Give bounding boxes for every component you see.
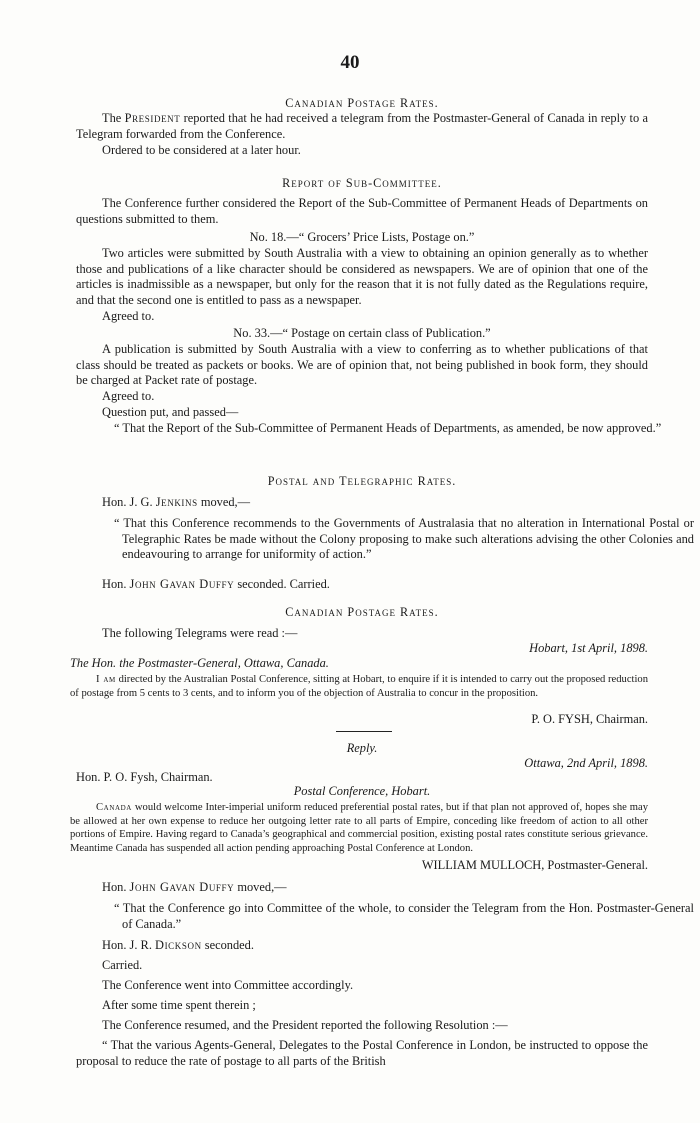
jenkins-motion: “ That this Conference recommends to the Governments of Australasia that no alteration in International Postal or Telegraphic Rates be made without the Colony proposing to make such alterations advising the other Colonies and endeavouring to arrange for uniformity of action.” — [114, 516, 694, 561]
telegram1-dateline: Hobart, 1st April, 1898. — [529, 641, 648, 655]
jenkins-moved: Hon. J. G. Jenkins moved,— — [102, 495, 251, 509]
went-into-committee: The Conference went into Committee accordingly. — [102, 978, 354, 992]
subcommittee-resolution: “ That the Report of the Sub-Committee of Permanent Heads of Departments, as amended, be now approved.” — [114, 421, 662, 435]
duffy-moved: Hon. John Gavan Duffy moved,— — [102, 880, 287, 894]
page-number: 40 — [340, 52, 360, 73]
reply-heading: Reply. — [346, 741, 378, 755]
duffy-seconded: Hon. John Gavan Duffy seconded. Carried. — [102, 577, 330, 591]
subcommittee-intro: The Conference further considered the Report of the Sub-Committee of Permanent Heads of Departments on questions submitted to them. — [76, 196, 648, 226]
telegram2-address-line2: Postal Conference, Hobart. — [293, 784, 431, 798]
telegram2-body: Canada would welcome Inter-imperial uniform reduced preferential postal rates, but if that plan not approved of, hopes she may be allowed at her own expense to reduce her outgoing letter rate to all parts of Empire, conceding like freedom of action to all other portions of Empire. Having regard to Canada’s geographical and commercial position, existing postal rates constitute serious grievance. Meantime Canada has suspended all action pending approaching Postal Conference at London. — [70, 802, 648, 854]
president-report-paragraph: The President reported that he had received a telegram from the Postmaster-General of Canada in reply to a Telegram forwarded from the Conference. — [76, 111, 648, 141]
section-heading-report-of-sub-committee: Report of Sub-Committee. — [282, 176, 442, 190]
duffy-motion: “ That the Conference go into Committee of the whole, to consider the Telegram from the Hon. Postmaster-General of Canada.” — [114, 901, 694, 931]
final-resolution: “ That the various Agents-General, Delegates to the Postal Conference in London, be instructed to oppose the proposal to reduce the rate of postage to all parts of the British — [76, 1038, 648, 1068]
item-no18-body: Two articles were submitted by South Australia with a view to obtaining an opinion generally as to whether those and publications of a like character should be considered as newspapers. We are of opinion that one of the articles is inadmissible as a newspaper, but only for the reason that it is not fully dated as the Regulations require, and that the second one is entitled to pass as a newspaper. — [76, 246, 648, 307]
item-no33-title: No. 33.—“ Postage on certain class of Publication.” — [233, 326, 491, 340]
item-no18-title: No. 18.—“ Grocers’ Price Lists, Postage on.” — [249, 230, 475, 244]
telegram1-address: The Hon. the Postmaster-General, Ottawa, Canada. — [70, 656, 329, 670]
section-heading-canadian-postage-rates-2: Canadian Postage Rates. — [285, 605, 439, 619]
agreed-to-2: Agreed to. — [102, 389, 155, 403]
telegrams-read: The following Telegrams were read :— — [102, 626, 298, 640]
ordered-paragraph: Ordered to be considered at a later hour. — [102, 143, 301, 157]
dickson-seconded: Hon. J. R. Dickson seconded. — [102, 938, 254, 952]
carried: Carried. — [102, 958, 143, 972]
telegram1-signature: P. O. FYSH, Chairman. — [531, 712, 648, 726]
after-time-spent: After some time spent therein ; — [102, 998, 256, 1012]
telegram2-signature: WILLIAM MULLOCH, Postmaster-General. — [421, 858, 648, 872]
question-put: Question put, and passed— — [102, 405, 239, 419]
agreed-to-1: Agreed to. — [102, 309, 155, 323]
section-heading-canadian-postage-rates: Canadian Postage Rates. — [285, 96, 439, 110]
section-heading-postal-telegraphic-rates: Postal and Telegraphic Rates. — [267, 474, 457, 488]
telegram2-address: Hon. P. O. Fysh, Chairman. — [76, 770, 213, 784]
divider-rule — [336, 731, 392, 732]
conference-resumed: The Conference resumed, and the President reported the following Resolution :— — [102, 1018, 508, 1032]
item-no33-body: A publication is submitted by South Australia with a view to conferring as to whether publications of that class should be treated as packets or books. We are of opinion that, not being published in book form, they should be charged at Packet rate of postage. — [76, 342, 648, 387]
telegram1-body: I am directed by the Australian Postal Conference, sitting at Hobart, to enquire if it is intended to carry out the proposed reduction of postage from 5 cents to 3 cents, and to inform you of the objection of Australia to concur in the proposition. — [70, 674, 649, 699]
telegram2-dateline: Ottawa, 2nd April, 1898. — [524, 756, 648, 770]
